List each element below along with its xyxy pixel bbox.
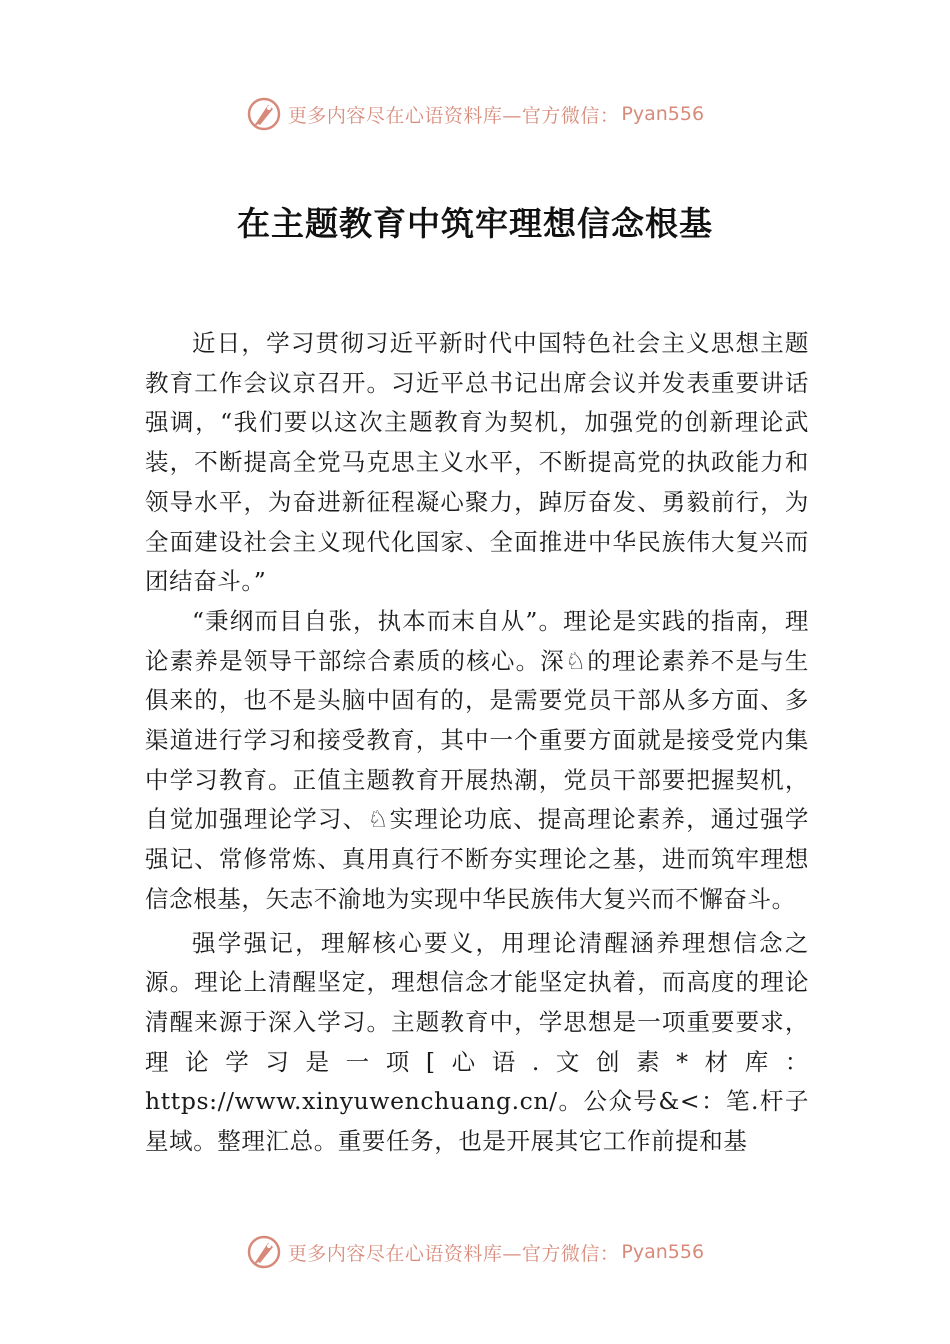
document-title: 在主题教育中筑牢理想信念根基 [237,204,713,243]
header-wechat-id: Pyan556 [621,103,705,125]
footer-watermark-banner [0,1230,950,1274]
pen-nib-logo-icon [246,96,282,132]
paragraph-1: 近日，学习贯彻习近平新时代中国特色社会主义思想主题教育工作会议京召开。习近平总书记出席会议并发表重要讲话强调，“我们要以这次主题教育为契机，加强党的创新理论武装，不断提高全党马克思主义水平，不断提高党的执政能力和领导水平，为奋进新征程凝心聚力，踔厉奋发、勇毅前行，为全面建设社会主义现代化国家、全面推进中华民族伟大复兴而团结奋斗。” [145,329,809,596]
header-watermark-text: 更多内容尽在心语资料库—官方微信： [287,104,620,127]
pen-nib-logo-icon [246,1234,282,1270]
header-watermark-banner [0,92,950,136]
footer-wechat-id: Pyan556 [621,1241,705,1263]
paragraph-3: 强学强记，理解核心要义，用理论清醒涵养理想信念之源。理论上清醒坚定，理想信念才能坚定执着，而高度的理论清醒来源于深入学习。主题教育中，学思想是一项重要要求，理论学习是一项[心语.文创素*材库：https://www.xinyuwenchuang.cn/。公众号&<：笔.杆子星域。整理汇总。重要任务，也是开展其它工作前提和基 [145,928,809,1156]
paragraph-2: “秉纲而目自张，执本而末自从”。理论是实践的指南，理论素养是领导干部综合素质的核心。深♘的理论素养不是与生俱来的，也不是头脑中固有的，是需要党员干部从多方面、多渠道进行学习和接受教育，其中一个重要方面就是接受党内集中学习教育。正值主题教育开展热潮，党员干部要把握契机，自觉加强理论学习、♘实理论功底、提高理论素养，通过强学强记、常修常炼、真用真行不断夯实理论之基，进而筑牢理想信念根基，矢志不渝地为实现中华民族伟大复兴而不懈奋斗。 [145,606,809,913]
footer-watermark-text: 更多内容尽在心语资料库—官方微信： [287,1242,620,1265]
document-body [145,324,809,1162]
